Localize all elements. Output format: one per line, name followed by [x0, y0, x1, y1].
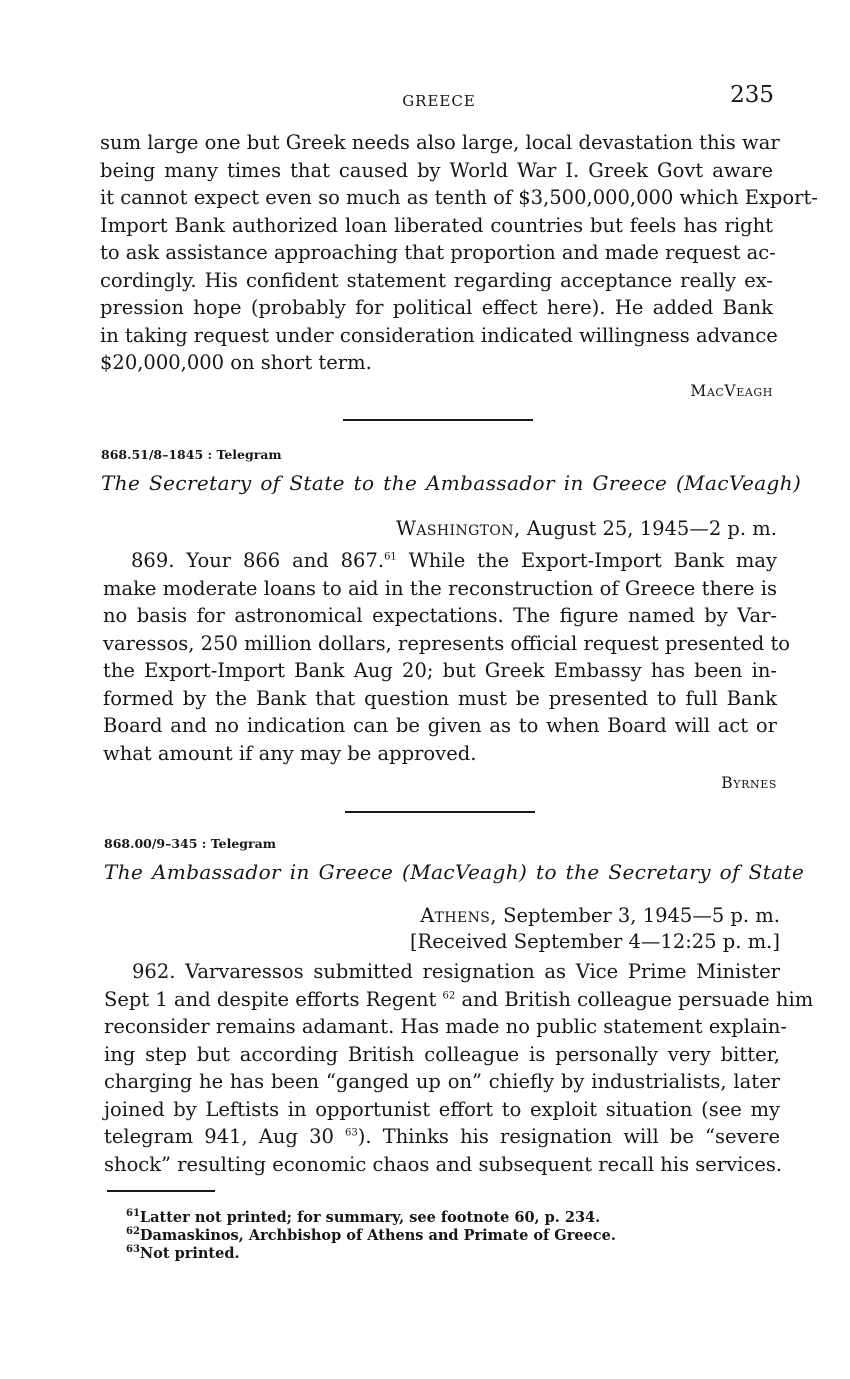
text-line: charging he has been “ganged up on” chiefly by industrialists, later	[104, 1070, 780, 1093]
footnote	[126, 1227, 616, 1244]
text-line: what amount if any may be approved.	[103, 741, 477, 765]
footnote-ref: 61	[384, 551, 397, 563]
dateline-place: Athens,	[420, 904, 497, 927]
section-divider	[343, 419, 533, 421]
footnote-text: Latter not printed; for summary, see footnote 60, p. 234.	[139, 1209, 601, 1226]
dateline-time: August 25, 1945—2 p. m.	[520, 517, 777, 540]
footnote-ref: 62	[442, 990, 456, 1001]
carryover-paragraph	[100, 129, 818, 377]
footnote-rule	[107, 1190, 215, 1192]
text-span: and British colleague persuade him	[455, 987, 814, 1011]
text-span: While the Export-Import Bank may	[396, 549, 777, 572]
text-line: cordingly. His confident statement regarding acceptance really ex-	[100, 268, 773, 292]
text-span: 869. Your 866 and 867.	[131, 549, 385, 572]
text-line: 962. Varvaressos submitted resignation as Vice Prime Minister	[132, 960, 780, 983]
text-line: no basis for astronomical expectations. The figure named by Var-	[103, 604, 777, 627]
dateline	[420, 904, 780, 927]
text-line: $20,000,000 on short term.	[100, 351, 372, 374]
text-line: Board and no indication can be given as to when Board will act or	[103, 714, 777, 737]
text-line: formed by the Bank that question must be presented to full Bank	[103, 686, 777, 710]
text-line: joined by Leftists in opportunist effort to exploit situation (see my	[104, 1097, 780, 1121]
text-line	[104, 986, 814, 1014]
dateline	[396, 517, 777, 540]
text-line: Import Bank authorized loan liberated countries but feels has right	[100, 213, 773, 237]
footnote	[126, 1245, 240, 1262]
footnote-mark: 61	[126, 1208, 140, 1220]
footnote-text: Not printed.	[139, 1245, 240, 1262]
text-line: it cannot expect even so much as tenth of $3,500,000,000 which Export-	[100, 186, 818, 209]
text-line: reconsider remains adamant. Has made no public statement explain-	[104, 1015, 788, 1038]
page-number: 235	[730, 82, 774, 108]
text-line: in taking request under consideration indicated willingness advance	[100, 323, 778, 347]
text-span: ). Thinks his resignation will be “severe	[357, 1125, 780, 1148]
file-reference: 868.51/8–1845 : Telegram	[101, 447, 282, 462]
document-title: The Ambassador in Greece (MacVeagh) to the Secretary of State	[104, 860, 805, 884]
footnote	[126, 1209, 600, 1226]
telegram-body	[103, 547, 791, 767]
signature-macveagh: MacVeagh	[690, 382, 773, 400]
text-span: Sept 1 and despite efforts Regent	[104, 987, 443, 1011]
text-line: ing step but according British colleague is personally very bitter,	[104, 1042, 780, 1066]
text-line: varessos, 250 million dollars, represents official request presented to	[103, 631, 791, 655]
section-divider	[345, 811, 535, 813]
file-reference: 868.00/9–345 : Telegram	[104, 836, 276, 851]
running-head: GREECE	[402, 92, 476, 110]
footnote-text: Damaskinos, Archbishop of Athens and Primate of Greece.	[139, 1227, 616, 1244]
footnote-mark: 63	[126, 1244, 140, 1256]
footnote-ref: 63	[345, 1127, 358, 1139]
signature-byrnes: Byrnes	[721, 774, 777, 792]
text-line: the Export-Import Bank Aug 20; but Greek Embassy has been in-	[103, 659, 777, 682]
page-header	[100, 82, 778, 116]
text-line: to ask assistance approaching that proportion and made request ac-	[100, 241, 776, 264]
text-line: shock” resulting economic chaos and subsequent recall his services.	[104, 1152, 783, 1176]
dateline-place: Washington,	[395, 517, 521, 540]
text-span: telegram 941, Aug 30	[104, 1125, 346, 1148]
received-line: [Received September 4—12:25 p. m.]	[409, 930, 780, 953]
text-line	[104, 1123, 780, 1151]
text-line: being many times that caused by World War I. Greek Govt aware	[100, 158, 773, 182]
text-line: sum large one but Greek needs also large, local devastation this war	[100, 131, 780, 154]
text-line	[103, 547, 777, 575]
document-title: The Secretary of State to the Ambassador in Greece (MacVeagh)	[101, 471, 802, 495]
dateline-time: September 3, 1945—5 p. m.	[496, 904, 780, 927]
footnote-mark: 62	[126, 1226, 140, 1238]
text-line: pression hope (probably for political effect here). He added Bank	[100, 296, 773, 319]
text-line: make moderate loans to aid in the reconstruction of Greece there is	[103, 576, 777, 600]
telegram-body	[104, 958, 814, 1178]
